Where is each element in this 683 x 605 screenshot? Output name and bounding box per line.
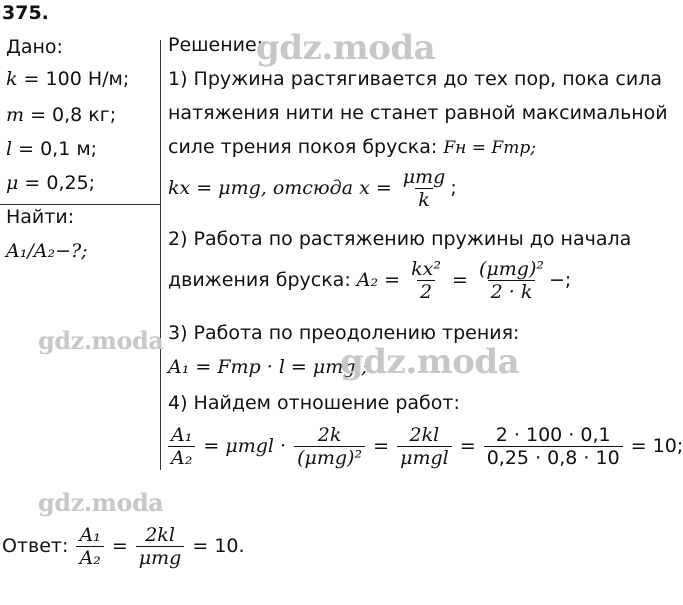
- solution-header: Решение:: [168, 34, 264, 56]
- step4-line1: 4) Найдем отношение работ:: [168, 392, 460, 414]
- step4-eq4: = 10;: [630, 435, 683, 457]
- fraction-numerator: 2k: [317, 424, 342, 446]
- watermark: gdz.moda: [256, 28, 436, 68]
- answer-eq1: =: [111, 535, 128, 557]
- step4-equation: [166, 424, 683, 469]
- step1-kx: kx = μmg, отсюда x =: [168, 177, 392, 199]
- fraction-numerator: μmg: [402, 166, 446, 188]
- step2-equals: =: [452, 269, 468, 291]
- fraction-denominator: A₂: [168, 446, 195, 469]
- step1-kx-line: [168, 166, 457, 211]
- step4-eq1: = μmgl ·: [203, 435, 287, 457]
- given-symbol: k: [6, 68, 18, 90]
- watermark: gdz.moda: [38, 326, 164, 355]
- given-header: Дано:: [6, 36, 63, 58]
- given-value: = 0,25;: [18, 172, 96, 194]
- step1-line1: 1) Пружина растягивается до тех пор, пока сила: [168, 68, 663, 90]
- step2-fraction-1: [408, 258, 444, 303]
- find-value: A₁/A₂−?;: [6, 240, 88, 262]
- step1-equation: Fн = Fтр;: [443, 138, 536, 158]
- step4-fraction-d: [484, 424, 623, 469]
- fraction-denominator: (μmg)²: [294, 446, 365, 469]
- step4-fraction-b: [294, 424, 365, 469]
- given-value: = 0,8 кг;: [24, 104, 117, 126]
- answer-line: [2, 524, 245, 569]
- fraction-denominator: μmgl: [397, 446, 452, 469]
- answer-label: Ответ:: [2, 535, 69, 557]
- step4-fraction-c: [397, 424, 452, 469]
- given-item-mu: [6, 172, 95, 194]
- step2-end: −;: [548, 269, 572, 291]
- answer-eq2: = 10.: [192, 535, 245, 557]
- step2-line2: [168, 258, 571, 303]
- step4-eq3: =: [459, 435, 476, 457]
- given-value: = 0,1 м;: [12, 138, 98, 160]
- column-divider: [160, 40, 161, 470]
- fraction-denominator: 2 · k: [488, 280, 536, 303]
- problem-number: 375.: [2, 2, 49, 24]
- given-symbol: m: [6, 104, 25, 126]
- find-header: Найти:: [6, 206, 75, 228]
- fraction-denominator: 0,25 · 0,8 · 10: [484, 446, 623, 469]
- fraction-numerator: 2kl: [409, 424, 440, 446]
- watermark: gdz.moda: [38, 488, 164, 517]
- watermark: gdz.moda: [340, 342, 520, 382]
- step2-line1: 2) Работа по растяжению пружины до начала: [168, 228, 632, 250]
- answer-fraction-b: [136, 524, 185, 569]
- step1-fraction: [400, 166, 449, 211]
- fraction-numerator: kx²: [411, 258, 441, 280]
- given-item-m: [6, 104, 116, 126]
- given-symbol: μ: [6, 172, 19, 194]
- step1-line3: [168, 136, 536, 158]
- given-value: = 100 Н/м;: [17, 68, 130, 90]
- step4-fraction-a: [168, 424, 195, 469]
- fraction-denominator: 2: [417, 280, 435, 303]
- step3-equation: A₁ = Fтр · l = μmgl;: [168, 356, 368, 378]
- given-symbol: l: [6, 138, 13, 160]
- step2-text: движения бруска:: [168, 269, 351, 291]
- step2-a2: A₂ =: [356, 269, 401, 291]
- step2-fraction-2: [476, 258, 547, 303]
- given-divider: [0, 204, 160, 205]
- fraction-numerator: A₁: [171, 424, 193, 446]
- fraction-denominator: μmg: [136, 546, 185, 569]
- fraction-numerator: 2kl: [145, 524, 175, 546]
- step3-line1: 3) Работа по преодолению трения:: [168, 322, 520, 344]
- step1-end: ;: [450, 177, 457, 199]
- fraction-denominator: A₂: [76, 546, 103, 569]
- answer-fraction-a: [76, 524, 103, 569]
- fraction-numerator: (μmg)²: [479, 258, 544, 280]
- fraction-numerator: 2 · 100 · 0,1: [495, 424, 611, 446]
- given-item-k: [6, 68, 129, 90]
- step4-eq2: =: [373, 435, 390, 457]
- step1-line2: натяжения нити не станет равной максимальной: [168, 102, 668, 124]
- step1-text: силе трения покоя бруска:: [168, 136, 438, 158]
- fraction-numerator: A₁: [79, 524, 101, 546]
- given-item-l: [6, 138, 97, 160]
- fraction-denominator: k: [415, 188, 433, 211]
